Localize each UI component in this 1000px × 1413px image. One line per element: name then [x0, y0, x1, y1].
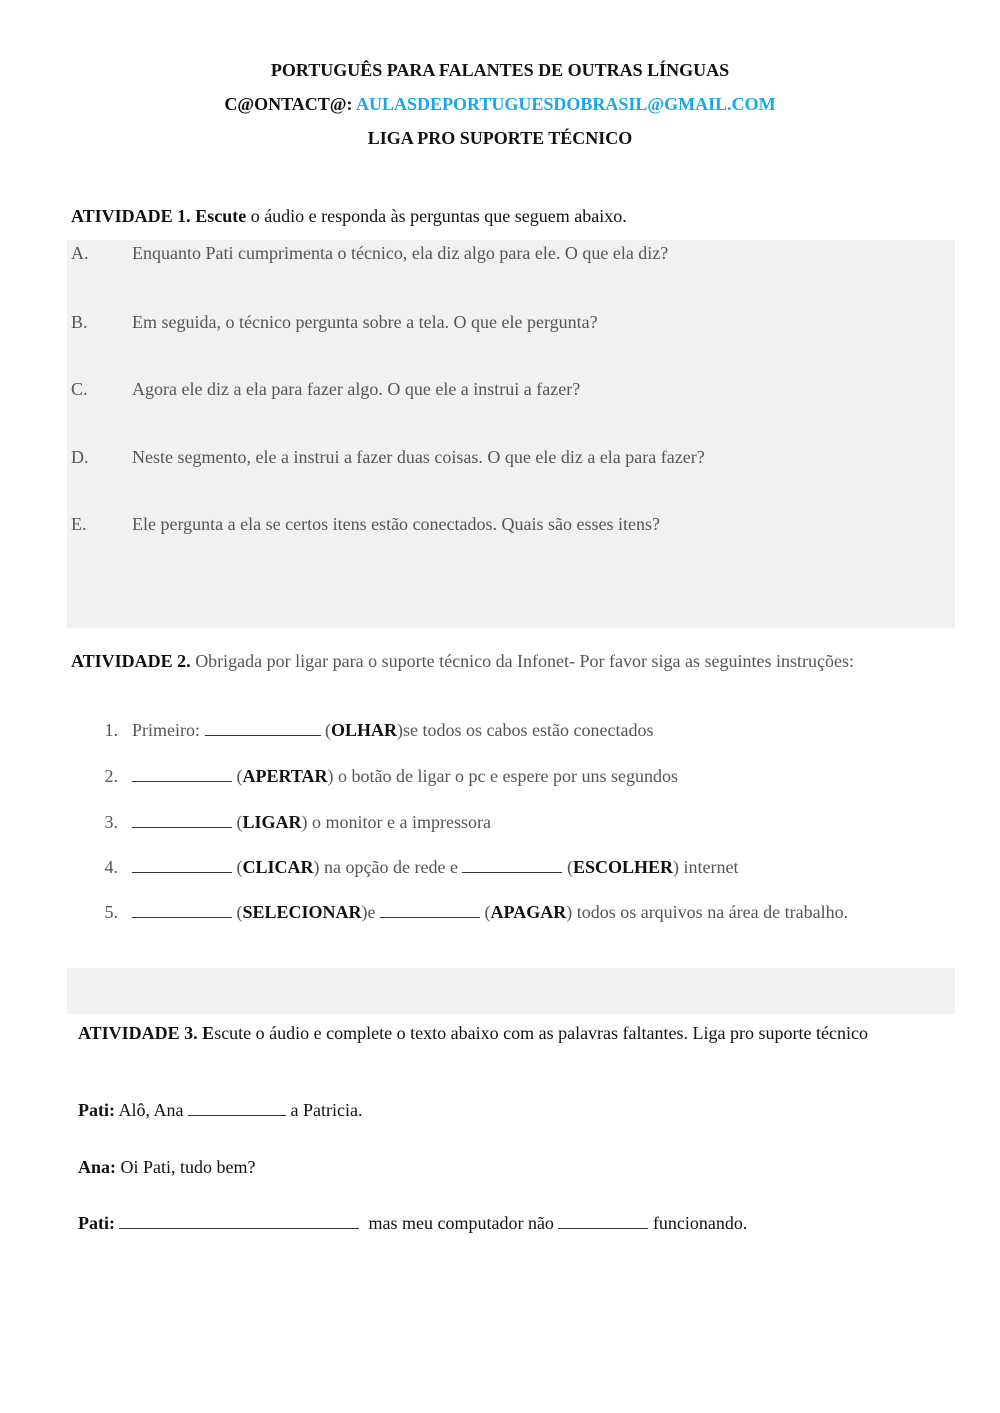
item-end: internet	[683, 857, 739, 877]
verb-hint: CLICAR	[242, 857, 314, 877]
speaker-label: Ana:	[78, 1157, 117, 1177]
verb-hint: SELECIONAR	[242, 902, 362, 922]
speaker-label: Pati:	[78, 1213, 115, 1233]
question-letter: C.	[71, 379, 88, 399]
instruction-item	[0, 901, 1000, 923]
activity3-heading	[78, 1022, 868, 1044]
blank-input[interactable]	[132, 858, 232, 873]
question-letter: B.	[71, 312, 88, 332]
blank-input[interactable]	[119, 1214, 359, 1229]
blank-input[interactable]	[462, 858, 562, 873]
item-rest: o monitor e a impressora	[312, 812, 491, 832]
item-rest: o botão de ligar o pc e espere por uns segundos	[338, 766, 678, 786]
activity3-title: ATIVIDADE 3. E	[78, 1023, 215, 1043]
item-number: 4.	[104, 857, 118, 877]
blank-input[interactable]	[558, 1214, 648, 1229]
item-text: (APERTAR) o botão de ligar o pc e espere por uns segundos	[132, 765, 678, 787]
dialogue-text: Alô, Ana	[118, 1100, 184, 1120]
blank-input[interactable]	[132, 767, 232, 782]
verb-hint: OLHAR	[331, 720, 398, 740]
blank-input[interactable]	[132, 813, 232, 828]
question-text: Em seguida, o técnico pergunta sobre a tela. O que ele pergunta?	[132, 312, 598, 332]
blank-input[interactable]	[188, 1101, 286, 1116]
activity2-instruction: Obrigada por ligar para o suporte técnico da Infonet- Por favor siga as seguintes instruções:	[195, 651, 854, 671]
activity1-verb: Escute	[195, 206, 247, 226]
question-text: Agora ele diz a ela para fazer algo. O que ele a instrui a fazer?	[132, 379, 581, 399]
dialogue-line	[78, 1212, 747, 1234]
dialogue-text: Oi Pati, tudo bem?	[120, 1157, 256, 1177]
document-title: PORTUGUÊS PARA FALANTES DE OUTRAS LÍNGUAS	[270, 60, 730, 80]
question-c	[0, 378, 1000, 400]
speaker-label: Pati:	[78, 1100, 115, 1120]
dialogue-line	[78, 1099, 362, 1121]
verb-hint: ESCOLHER	[572, 857, 673, 877]
item-text: (SELECIONAR)e (APAGAR) todos os arquivos na área de trabalho.	[132, 901, 848, 923]
instruction-item	[0, 719, 1000, 741]
item-number: 1.	[104, 720, 118, 740]
instruction-item	[0, 765, 1000, 787]
question-text: Enquanto Pati cumprimenta o técnico, ela diz algo para ele. O que ela diz?	[132, 243, 669, 263]
contact-line	[0, 94, 1000, 115]
question-b	[0, 311, 1000, 333]
activity1-instruction: o áudio e responda às perguntas que seguem abaixo.	[250, 206, 627, 226]
dialogue-line	[78, 1156, 256, 1178]
instruction-item	[0, 811, 1000, 833]
verb-hint: APERTAR	[242, 766, 328, 786]
item-prefix: Primeiro:	[132, 720, 200, 740]
verb-hint: LIGAR	[242, 812, 302, 832]
item-text: Primeiro: (OLHAR)se todos os cabos estão conectados	[132, 720, 654, 740]
question-a	[0, 242, 1000, 264]
item-text: (CLICAR) na opção de rede e (ESCOLHER) internet	[132, 856, 738, 878]
contact-email-link[interactable]: AULASDEPORTUGUESDOBRASIL@GMAIL.COM	[356, 94, 776, 114]
activity2-heading	[71, 650, 854, 672]
activity1-answer-area[interactable]	[67, 240, 955, 628]
question-letter: A.	[71, 243, 89, 263]
question-letter: E.	[71, 514, 87, 534]
activity3-instruction: scute o áudio e complete o texto abaixo com as palavras faltantes. Liga pro suporte técnico	[214, 1023, 868, 1043]
item-rest: na opção de rede e	[324, 857, 458, 877]
blank-input[interactable]	[205, 721, 321, 736]
blank-input[interactable]	[132, 903, 232, 918]
item-end: todos os arquivos na área de trabalho.	[576, 902, 849, 922]
activity1-heading	[71, 205, 627, 227]
question-d	[0, 446, 1000, 468]
item-rest: se todos os cabos estão conectados	[403, 720, 654, 740]
item-rest: e	[367, 902, 376, 922]
question-letter: D.	[71, 447, 89, 467]
activity2-title: ATIVIDADE 2.	[71, 651, 191, 671]
question-text: Ele pergunta a ela se certos itens estão conectados. Quais são esses itens?	[132, 514, 660, 534]
contact-label: C@ONTACT@:	[224, 94, 353, 114]
dialogue-text: funcionando.	[652, 1213, 748, 1233]
document-subtitle: LIGA PRO SUPORTE TÉCNICO	[367, 128, 633, 148]
activity1-title: ATIVIDADE 1.	[71, 206, 191, 226]
dialogue-text: a Patricia.	[290, 1100, 363, 1120]
question-text: Neste segmento, ele a instrui a fazer duas coisas. O que ele diz a ela para fazer?	[132, 447, 705, 467]
item-number: 5.	[104, 902, 118, 922]
instruction-item	[0, 856, 1000, 878]
dialogue-text: mas meu computador não	[368, 1213, 554, 1233]
item-number: 2.	[104, 766, 118, 786]
verb-hint: APAGAR	[490, 902, 567, 922]
question-e	[0, 513, 1000, 535]
item-number: 3.	[104, 812, 118, 832]
blank-input[interactable]	[380, 903, 480, 918]
item-text: (LIGAR) o monitor e a impressora	[132, 811, 491, 833]
activity2-answer-band[interactable]	[67, 968, 955, 1014]
